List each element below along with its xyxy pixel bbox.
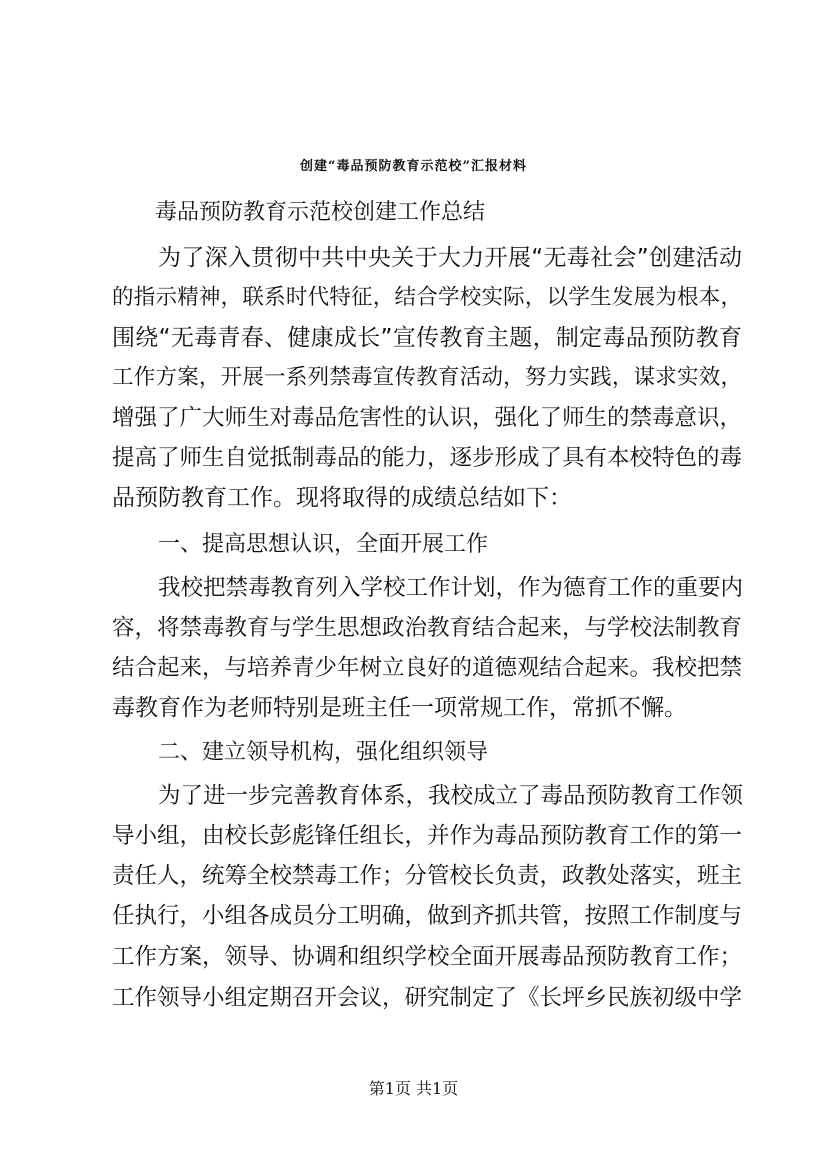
paragraph-1-line-5: 增强了广大师生对毒品危害性的认识，强化了师生的禁毒意识， xyxy=(112,405,743,431)
document-subtitle: 毒品预防教育示范校创建工作总结 xyxy=(155,200,486,225)
paragraph-3-line-3: 责任人，统筹全校禁毒工作；分管校长负责，政教处落实，班主 xyxy=(112,863,743,889)
document-title: 创建“毒品预防教育示范校”汇报材料 xyxy=(300,159,527,174)
paragraph-2-line-3: 结合起来，与培养青少年树立良好的道德观结合起来。我校把禁 xyxy=(112,655,743,681)
paragraph-3-line-2: 导小组，由校长彭彪锋任组长，并作为毒品预防教育工作的第一 xyxy=(112,823,743,849)
paragraph-2-line-4: 毒教育作为老师特别是班主任一项常规工作，常抓不懈。 xyxy=(112,695,687,721)
section-heading-2: 二、建立领导机构，强化组织领导 xyxy=(158,740,489,765)
paragraph-3-line-1: 为了进一步完善教育体系，我校成立了毒品预防教育工作领 xyxy=(158,783,744,809)
paragraph-3-line-4: 任执行，小组各成员分工明确，做到齐抓共管，按照工作制度与 xyxy=(112,903,743,929)
page-number-footer: 第1页 共1页 xyxy=(368,1079,459,1098)
paragraph-1-line-3: 围绕“无毒青春、健康成长”宣传教育主题，制定毒品预防教育 xyxy=(112,325,742,351)
paragraph-1-line-4: 工作方案，开展一系列禁毒宣传教育活动，努力实践，谋求实效， xyxy=(112,365,742,390)
paragraph-1-line-2: 的指示精神，联系时代特征，结合学校实际，以学生发展为根本， xyxy=(112,285,742,310)
paragraph-1-line-1: 为了深入贯彻中共中央关于大力开展“无毒社会”创建活动 xyxy=(158,245,742,271)
paragraph-3-line-5: 工作方案，领导、协调和组织学校全面开展毒品预防教育工作； xyxy=(112,944,743,970)
paragraph-1-line-6: 提高了师生自觉抵制毒品的能力，逐步形成了具有本校特色的毒 xyxy=(112,445,743,471)
paragraph-2-line-1: 我校把禁毒教育列入学校工作计划，作为德育工作的重要内 xyxy=(158,575,744,601)
paragraph-2-line-2: 容，将禁毒教育与学生思想政治教育结合起来，与学校法制教育 xyxy=(112,615,743,641)
paragraph-3-line-6: 工作领导小组定期召开会议，研究制定了《长坪乡民族初级中学 xyxy=(112,985,743,1011)
section-heading-1: 一、提高思想认识，全面开展工作 xyxy=(158,532,489,557)
paragraph-1-line-7: 品预防教育工作。现将取得的成绩总结如下： xyxy=(112,485,572,511)
